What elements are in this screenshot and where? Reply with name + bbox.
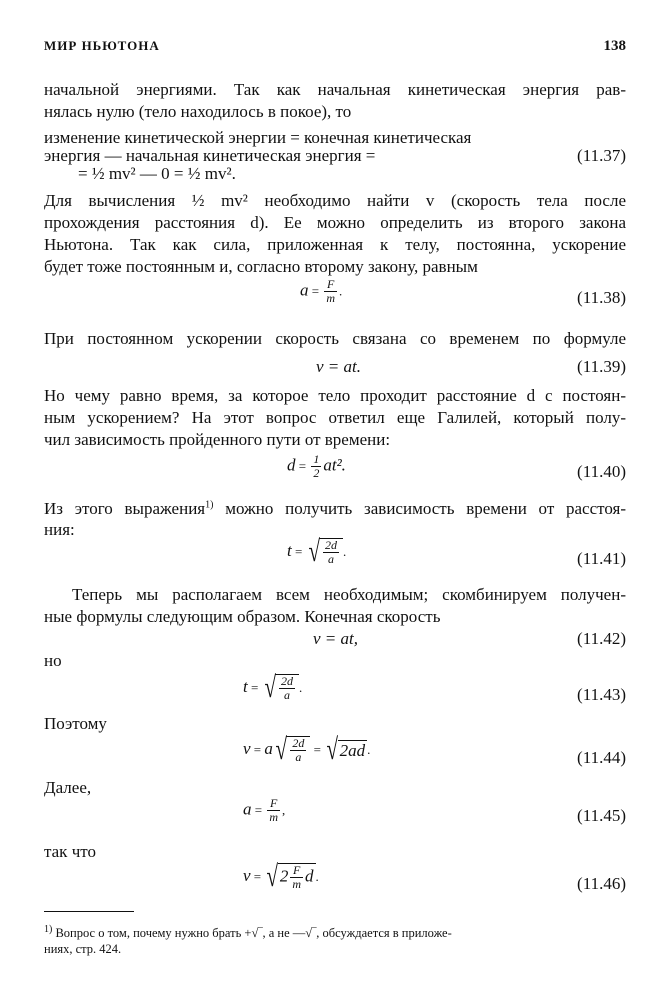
equation-number: (11.44) — [577, 748, 626, 767]
text-line: будет тоже постоянным и, согласно второму закону, равным — [44, 257, 478, 276]
text-line: При постоянном ускорении скорость связана со временем по формуле — [44, 329, 626, 348]
text-line: но — [44, 651, 62, 670]
text-line: начальной энергиями. Так как начальная кинетическая энергия рав- — [44, 80, 626, 99]
footnote-line: $^{1)}$ Вопрос о том, почему нужно брать +√‾, а не —√‾, обсуждается в приложе- — [44, 924, 452, 941]
equation-number: (11.43) — [577, 685, 626, 704]
equation-11-43: t = √ $\frac{2d}{a}$ . — [243, 671, 303, 704]
equation-11-42: v = at, — [313, 629, 358, 648]
equation-11-41: t = √ $\frac{2d}{a}$ . — [287, 535, 347, 568]
footnote-marker: 1) — [205, 499, 214, 511]
text-line: ные формулы следующим образом. Конечная скорость — [44, 607, 441, 626]
page-header — [44, 38, 626, 58]
text-line: Теперь мы располагаем всем необходимым; скомбинируем получен- — [72, 585, 626, 604]
text-line: Ньютона. Так как сила, приложенная к телу, постоянна, ускорение — [44, 235, 626, 254]
equation-number: (11.46) — [577, 874, 626, 893]
equation-number: (11.37) — [577, 146, 626, 165]
text-line: нялась нулю (тело находилось в покое), то — [44, 102, 352, 121]
equation-11-45: a = $\frac{F}{m}$ , — [243, 796, 286, 824]
text-line: Поэтому — [44, 714, 107, 733]
text-line: чил зависимость пройденного пути от времени: — [44, 430, 391, 449]
running-title: МИР НЬЮТОНА — [44, 38, 160, 53]
text-line: Из этого выражения$^{1)}$ можно получить зависимость времени от расстоя- — [44, 499, 626, 518]
equation-text-line: = ½ mv² — 0 = ½ mv². — [78, 164, 236, 183]
text-line: так что — [44, 842, 96, 861]
equation-number: (11.39) — [577, 357, 626, 376]
footnote-divider — [44, 911, 134, 912]
equation-11-46: v = √2 $\frac{F}{m}$ d . — [243, 860, 319, 893]
equation-number: (11.45) — [577, 806, 626, 825]
equation-11-40: d = $\frac{1}{2}$ at². — [287, 452, 346, 480]
text-line: ния: — [44, 520, 75, 539]
equation-11-39: v = at. — [316, 357, 361, 376]
text-line: прохождения расстояния d). Ее можно определить из второго закона — [44, 213, 626, 232]
equation-text-line: изменение кинетической энергии = конечная кинетическая — [44, 128, 472, 147]
text-line: Для вычисления ½ mv² необходимо найти v (скорость тела после — [44, 191, 626, 210]
page-number: 138 — [603, 38, 626, 54]
footnote-mark: 1) — [44, 924, 53, 935]
equation-number: (11.40) — [577, 462, 626, 481]
text-line: Но чему равно время, за которое тело проходит расстояние d с постоян- — [44, 386, 626, 405]
footnote-line: ниях, стр. 424. — [44, 942, 122, 956]
text-line: ным ускорением? На этот вопрос ответил еще Галилей, который полу- — [44, 408, 626, 427]
equation-11-44: v = a√ $\frac{2d}{a}$ = √2ad . — [243, 733, 371, 766]
equation-number: (11.41) — [577, 549, 626, 568]
equation-number: (11.42) — [577, 629, 626, 648]
text-line: Далее, — [44, 778, 92, 797]
equation-text-line: энергия — начальная кинетическая энергия = — [44, 146, 376, 165]
equation-number: (11.38) — [577, 288, 626, 307]
equation-11-38: a = $\frac{F}{m}$ . — [300, 277, 343, 305]
